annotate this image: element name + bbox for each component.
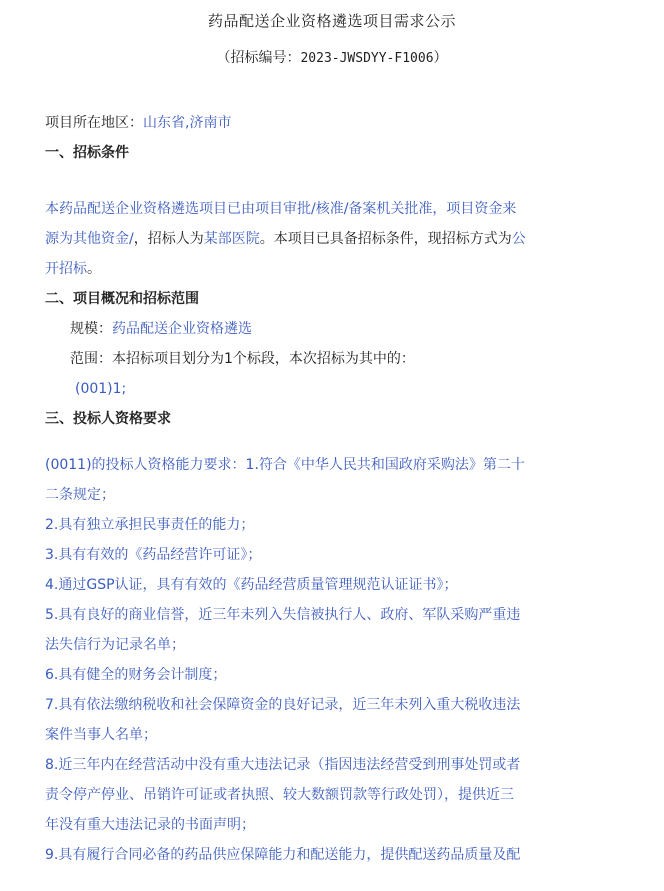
requirement-line: 4.通过GSP认证，具有有效的《药品经营质量管理规范认证证书》； xyxy=(45,577,458,593)
tender-method-part: 公 xyxy=(511,231,526,247)
scale-label: 规模： xyxy=(70,321,112,337)
document-body xyxy=(45,108,585,870)
tender-method-part: 开招标 xyxy=(45,261,87,277)
lot-line: (001)1; xyxy=(75,381,127,397)
text-run: 。 xyxy=(87,261,101,277)
spacer xyxy=(45,168,585,194)
location-value: 山东省,济南市 xyxy=(143,115,232,131)
requirement-line: 7.具有依法缴纳税收和社会保障资金的良好记录，近三年未列入重大税收违法 xyxy=(45,697,521,713)
funding-source: 其他资金/ xyxy=(73,231,134,247)
tender-code xyxy=(0,47,664,69)
location-line xyxy=(45,108,585,138)
title-block xyxy=(0,0,664,69)
spacer xyxy=(45,434,585,450)
requirement-line: 案件当事人名单； xyxy=(45,727,157,743)
text-run: ，招标人为 xyxy=(133,231,204,247)
tenderer-name: 某部医院 xyxy=(203,231,260,247)
section-1-para-line-3 xyxy=(45,254,585,284)
requirement-line: 9.具有履行合同必备的药品供应保障能力和配送能力，提供配送药品质量及配 xyxy=(45,847,521,863)
section-1-para-line-1: 本药品配送企业资格遴选项目已由项目审批/核准/备案机关批准，项目资金来 xyxy=(45,201,517,217)
tender-code-suffix: ） xyxy=(433,50,448,66)
requirement-line: 6.具有健全的财务会计制度； xyxy=(45,667,227,683)
requirement-line: 3.具有有效的《药品经营许可证》； xyxy=(45,547,262,563)
section-1-heading: 一、招标条件 xyxy=(45,145,129,161)
page-title: 药品配送企业资格遴选项目需求公示 xyxy=(207,12,456,30)
scale-value: 药品配送企业资格遴选 xyxy=(112,321,252,337)
location-label: 项目所在地区： xyxy=(45,115,143,131)
section-1-para-line-2 xyxy=(45,224,585,254)
requirement-line: 8.近三年内在经营活动中没有重大违法记录（指因违法经营受到刑事处罚或者 xyxy=(45,757,521,773)
requirement-line: 二条规定； xyxy=(45,487,115,503)
tender-code-value: 2023-JWSDYY-F1006 xyxy=(300,51,434,66)
text-run: 。本项目已具备招标条件，现招标方式为 xyxy=(259,231,512,247)
section-3-heading: 三、投标人资格要求 xyxy=(45,411,171,427)
tender-code-prefix: （招标编号： xyxy=(216,50,301,66)
requirement-line: 2.具有独立承担民事责任的能力； xyxy=(45,517,255,533)
requirement-line: 责令停产停业、吊销许可证或者执照、较大数额罚款等行政处罚），提供近三 xyxy=(45,787,514,803)
text-run: 源为 xyxy=(45,231,73,247)
requirement-line: (0011)的投标人资格能力要求：1.符合《中华人民共和国政府采购法》第二十 xyxy=(45,457,525,473)
scope-line: 范围：本招标项目划分为1个标段，本次招标为其中的： xyxy=(70,351,415,367)
section-2-heading: 二、项目概况和招标范围 xyxy=(45,291,199,307)
requirement-line: 年没有重大违法记录的书面声明； xyxy=(45,817,255,833)
requirement-line: 法失信行为记录名单； xyxy=(45,637,185,653)
scale-line xyxy=(45,314,585,344)
requirement-line: 5.具有良好的商业信誉，近三年未列入失信被执行人、政府、军队采购严重违 xyxy=(45,607,521,623)
